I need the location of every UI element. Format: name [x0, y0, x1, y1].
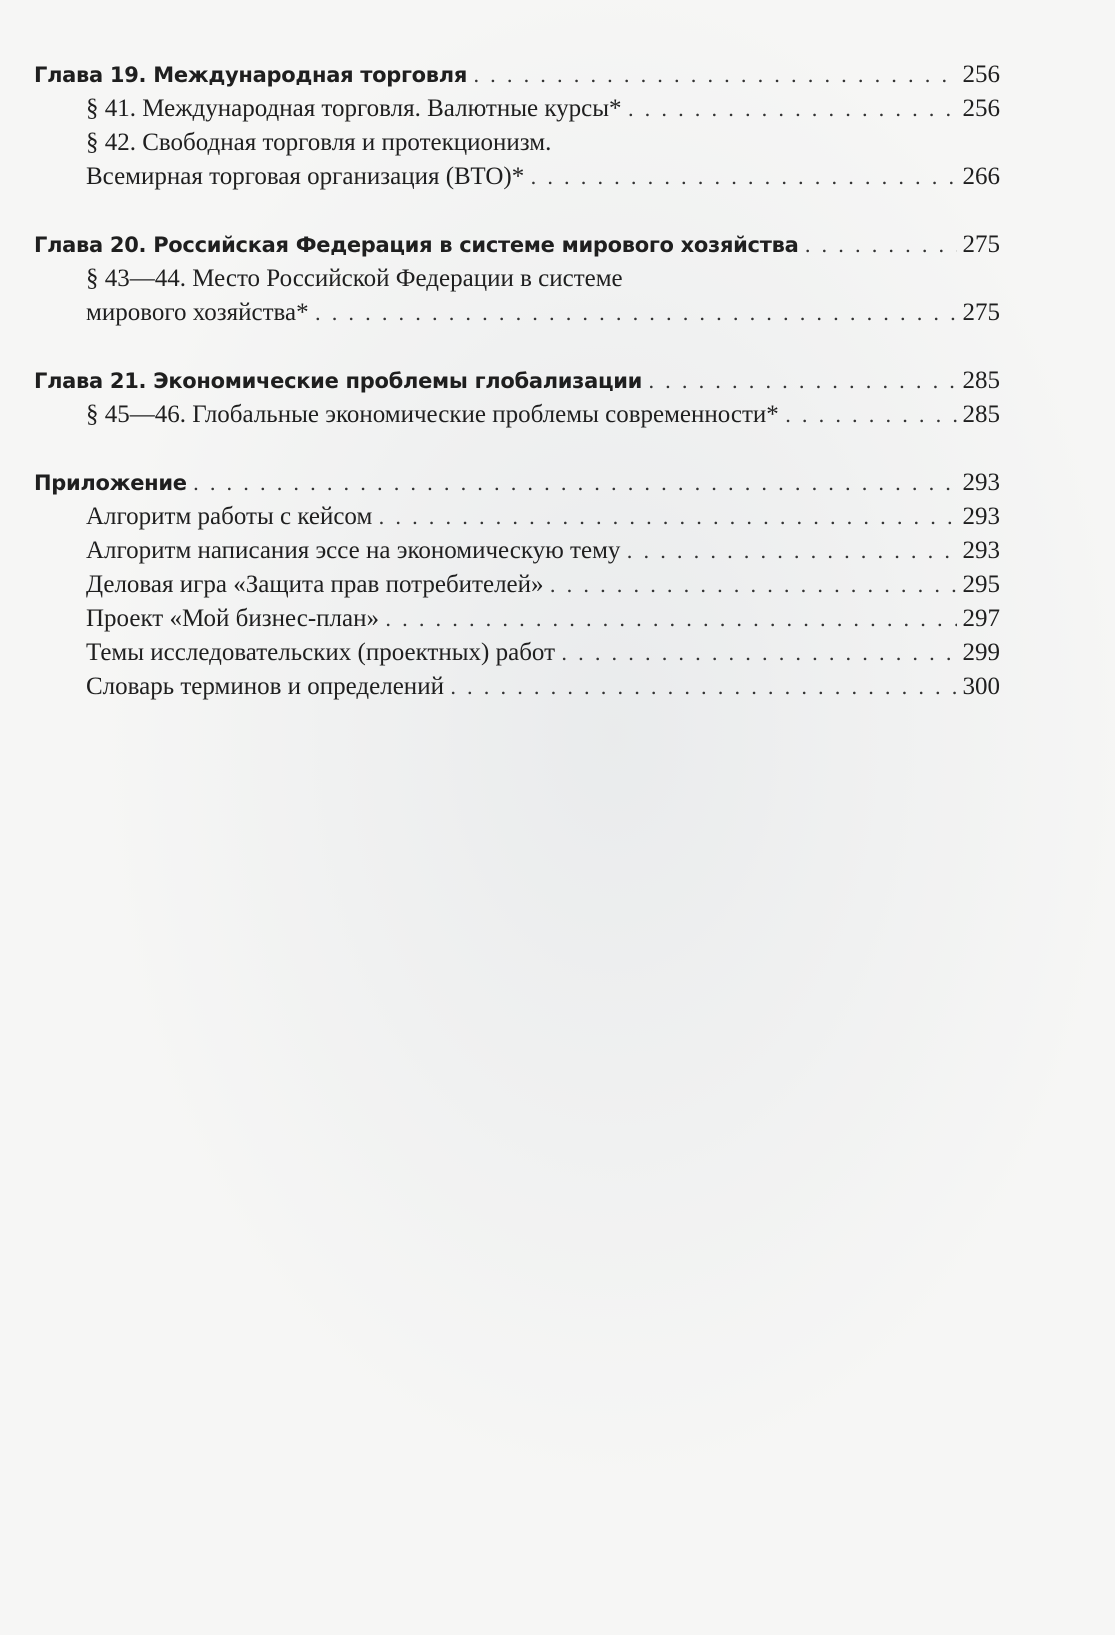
page-number: 300	[962, 673, 1000, 700]
appendix-entry[interactable]	[34, 568, 1000, 602]
page-number: 293	[962, 537, 1000, 564]
page-number: 256	[962, 95, 1000, 122]
chapter-title: Глава 19. Международная торговля	[34, 63, 468, 87]
dot-leader	[648, 364, 956, 398]
dot-leader	[473, 58, 956, 92]
entry-title: Алгоритм написания эссе на экономическую тему	[86, 537, 621, 564]
chapter-heading[interactable]	[34, 228, 1000, 262]
page-number: 297	[962, 605, 1000, 632]
page-number: 275	[962, 299, 1000, 326]
table-of-contents	[34, 58, 1000, 720]
dot-leader	[385, 602, 956, 636]
chapter-title: Глава 20. Российская Федерация в системе мирового хозяйства	[34, 233, 799, 257]
appendix-entry[interactable]	[34, 602, 1000, 636]
entry-title: Словарь терминов и определений	[86, 673, 444, 700]
chapter-21	[34, 364, 1000, 432]
dot-leader	[626, 534, 956, 568]
page-number: 266	[962, 163, 1000, 190]
chapter-20	[34, 228, 1000, 330]
toc-entry[interactable]	[34, 92, 1000, 126]
dot-leader	[628, 92, 957, 126]
toc-entry[interactable]	[34, 398, 1000, 432]
page-number: 285	[962, 401, 1000, 428]
page-number: 299	[962, 639, 1000, 666]
appendix-entry[interactable]	[34, 500, 1000, 534]
entry-title: § 45—46. Глобальные экономические проблемы современности*	[86, 401, 779, 428]
dot-leader	[550, 568, 957, 602]
appendix-entry[interactable]	[34, 670, 1000, 704]
appendix-entry[interactable]	[34, 534, 1000, 568]
appendix-title: Приложение	[34, 471, 187, 495]
chapter-heading[interactable]	[34, 364, 1000, 398]
appendix	[34, 466, 1000, 704]
chapter-19	[34, 58, 1000, 194]
entry-title: § 41. Международная торговля. Валютные курсы*	[86, 95, 622, 122]
dot-leader	[378, 500, 956, 534]
dot-leader	[785, 398, 957, 432]
toc-entry[interactable]	[34, 296, 1000, 330]
entry-title: Проект «Мой бизнес-план»	[86, 605, 380, 632]
entry-title: Всемирная торговая организация (ВТО)*	[86, 163, 525, 190]
chapter-heading[interactable]	[34, 58, 1000, 92]
entry-title: Деловая игра «Защита прав потребителей»	[86, 571, 544, 598]
chapter-title: Глава 21. Экономические проблемы глобализации	[34, 369, 643, 393]
dot-leader	[315, 296, 957, 330]
entry-title-line[interactable]: § 43—44. Место Российской Федерации в системе	[86, 265, 623, 292]
page-number: 293	[962, 503, 1000, 530]
page-number: 295	[962, 571, 1000, 598]
dot-leader	[561, 636, 956, 670]
entry-title: Темы исследовательских (проектных) работ	[86, 639, 556, 666]
dot-leader	[450, 670, 957, 704]
dot-leader	[804, 228, 956, 262]
appendix-heading[interactable]	[34, 466, 1000, 500]
page-number: 285	[962, 367, 1000, 394]
page-number: 275	[962, 231, 1000, 258]
page-number: 293	[962, 469, 1000, 496]
page-number: 256	[962, 61, 1000, 88]
dot-leader	[193, 466, 957, 500]
entry-title-line[interactable]: § 42. Свободная торговля и протекционизм.	[86, 129, 552, 156]
dot-leader	[530, 160, 956, 194]
entry-title: Алгоритм работы с кейсом	[86, 503, 373, 530]
entry-title: мирового хозяйства*	[86, 299, 309, 326]
appendix-entry[interactable]	[34, 636, 1000, 670]
toc-entry[interactable]	[34, 160, 1000, 194]
